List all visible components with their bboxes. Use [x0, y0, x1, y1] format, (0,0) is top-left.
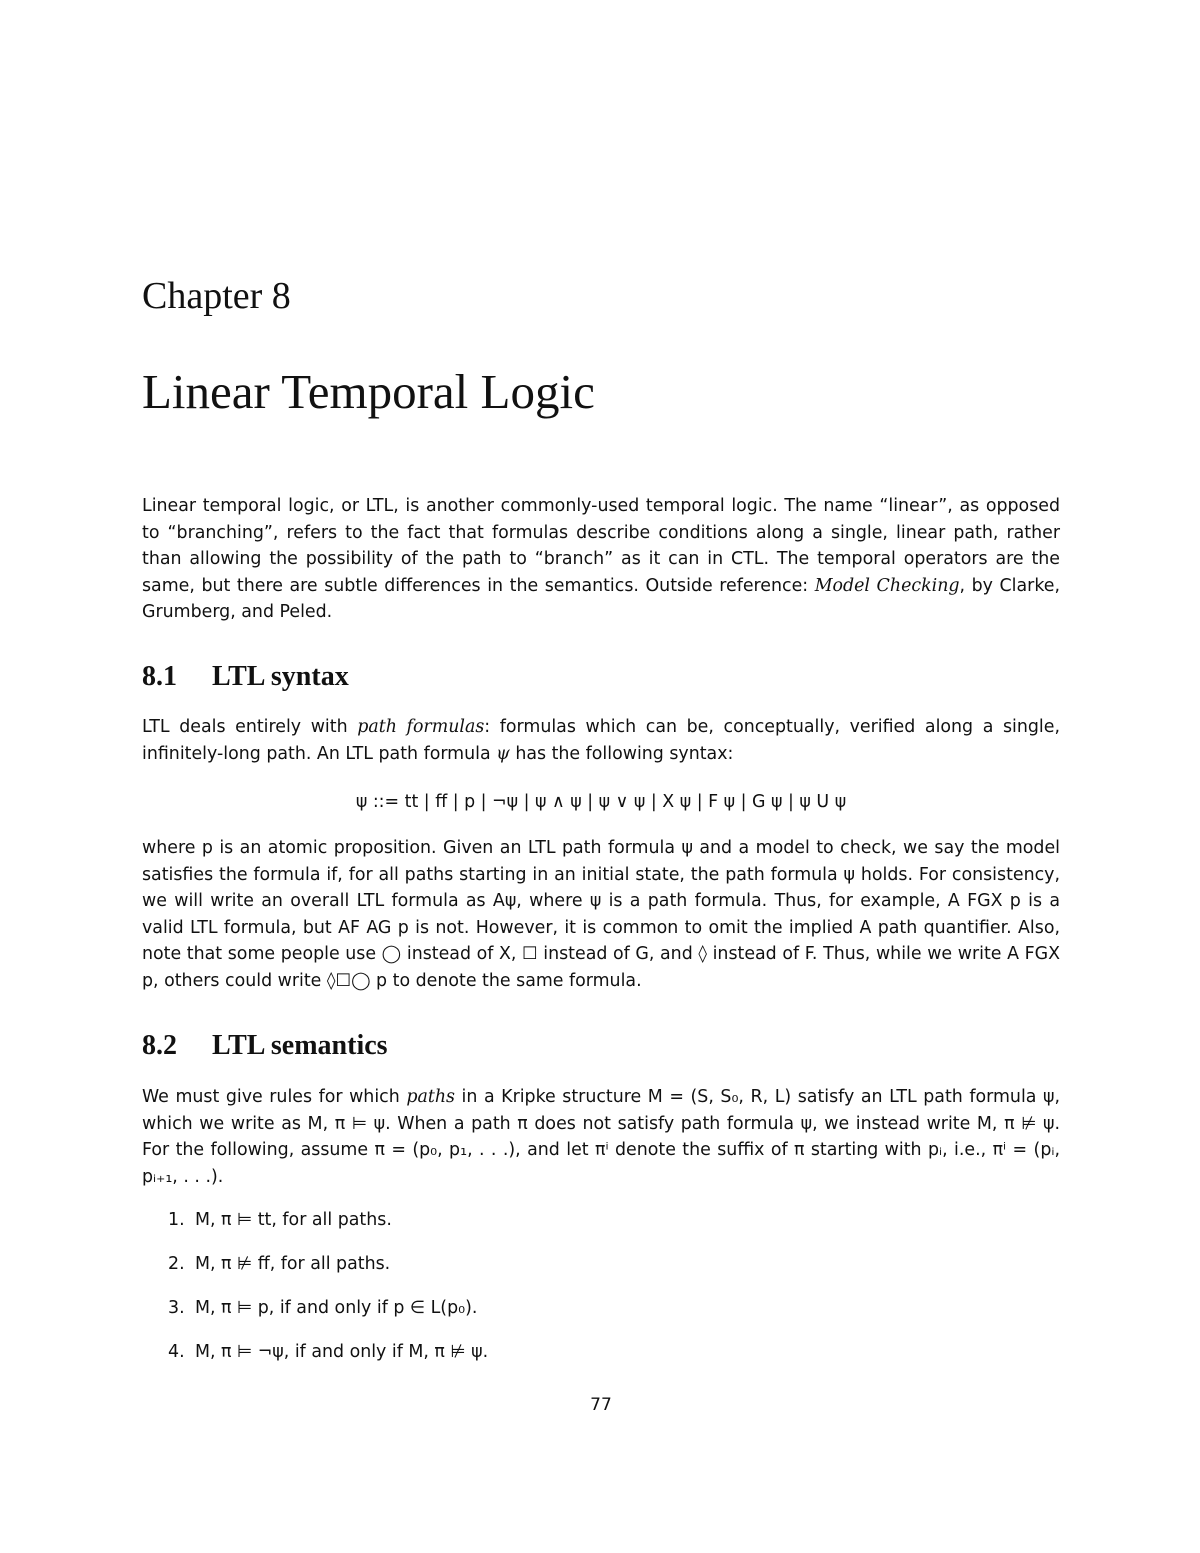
path-formulas-term: path formulas	[357, 717, 485, 737]
list-item-number: 1.	[168, 1210, 185, 1230]
section-number: 8.2	[142, 1030, 177, 1061]
paths-term: paths	[406, 1087, 455, 1107]
intro-paragraph	[142, 493, 1060, 626]
syntax-formula: ψ ::= tt | ff | p | ¬ψ | ψ ∧ ψ | ψ ∨ ψ | X ψ | F ψ | G ψ | ψ U ψ	[355, 792, 847, 812]
syntax-paragraph	[142, 714, 1060, 767]
page-number: 77	[590, 1395, 612, 1415]
list-item-number: 4.	[168, 1342, 185, 1362]
syntax-text-2: : formulas which can be, conceptually, verified along a single, infinitely-long path. An LTL path formula	[142, 717, 1060, 764]
list-item-text: M, π ⊨ p, if and only if p ∈ L(p₀).	[195, 1298, 478, 1318]
chapter-title: Linear Temporal Logic	[142, 364, 595, 419]
section-heading-semantics	[142, 1028, 388, 1064]
list-item-text: M, π ⊭ ff, for all paths.	[195, 1254, 391, 1274]
intro-text-end: , by Clarke, Grumberg, and Peled.	[142, 575, 1061, 623]
semantics-text: We must give rules for which	[142, 1087, 407, 1107]
list-item-number: 2.	[168, 1254, 185, 1274]
syntax-explanation-paragraph	[142, 835, 1060, 995]
list-item-number: 3.	[168, 1298, 185, 1318]
syntax-text: LTL deals entirely with	[142, 717, 358, 737]
reference-title: Model Checking	[814, 575, 960, 596]
section-number: 8.1	[142, 661, 177, 692]
syntax-explanation-text: where p is an atomic proposition. Given an LTL path formula ψ and a model to check, we say the model satisfies the formula if, for all paths starting in an initial state, the path formula ψ holds. For consistency, we will write an overall LTL formula as Aψ, where ψ is a path formula. Thus, for example, A FGX p is a valid LTL formula, but AF AG p is not. However, it is common to omit the implied A path quantifier. Also, note that some people use ◯ instead of X, ☐ instead of G, and ◊ instead of F. Thus, while we write A FGX p, others could write ◊☐◯ p to denote the same formula.	[142, 838, 1060, 991]
section-heading-syntax	[142, 659, 349, 695]
semantics-text-2: in a Kripke structure M = (S, S₀, R, L) satisfy an LTL path formula ψ, which we write as M, π ⊨ ψ. When a path π does not satisfy path formula ψ, we instead write M, π ⊭ ψ. For the following, assume π = (p₀, p₁, . . .), and let πⁱ denote the suffix of π starting with pᵢ, i.e., πⁱ = (pᵢ, pᵢ₊₁, . . .).	[142, 1087, 1060, 1187]
intro-text: Linear temporal logic, or LTL, is another commonly-used temporal logic. The name “linear”, as opposed to “branching”, refers to the fact that formulas describe conditions along a single, linear path, rather than allowing the possibility of the path to “branch” as it can in CTL. The temporal operators are the same, but there are subtle differences in the semantics. Outside reference:	[142, 496, 1060, 596]
chapter-label: Chapter 8	[142, 275, 291, 317]
psi-symbol: ψ	[496, 743, 510, 764]
list-item-text: M, π ⊨ tt, for all paths.	[195, 1210, 392, 1230]
section-title: LTL syntax	[212, 661, 349, 692]
section-title: LTL semantics	[212, 1030, 388, 1061]
semantics-paragraph	[142, 1084, 1060, 1190]
list-item-text: M, π ⊨ ¬ψ, if and only if M, π ⊭ ψ.	[195, 1342, 489, 1362]
syntax-text-3: has the following syntax:	[509, 743, 734, 764]
